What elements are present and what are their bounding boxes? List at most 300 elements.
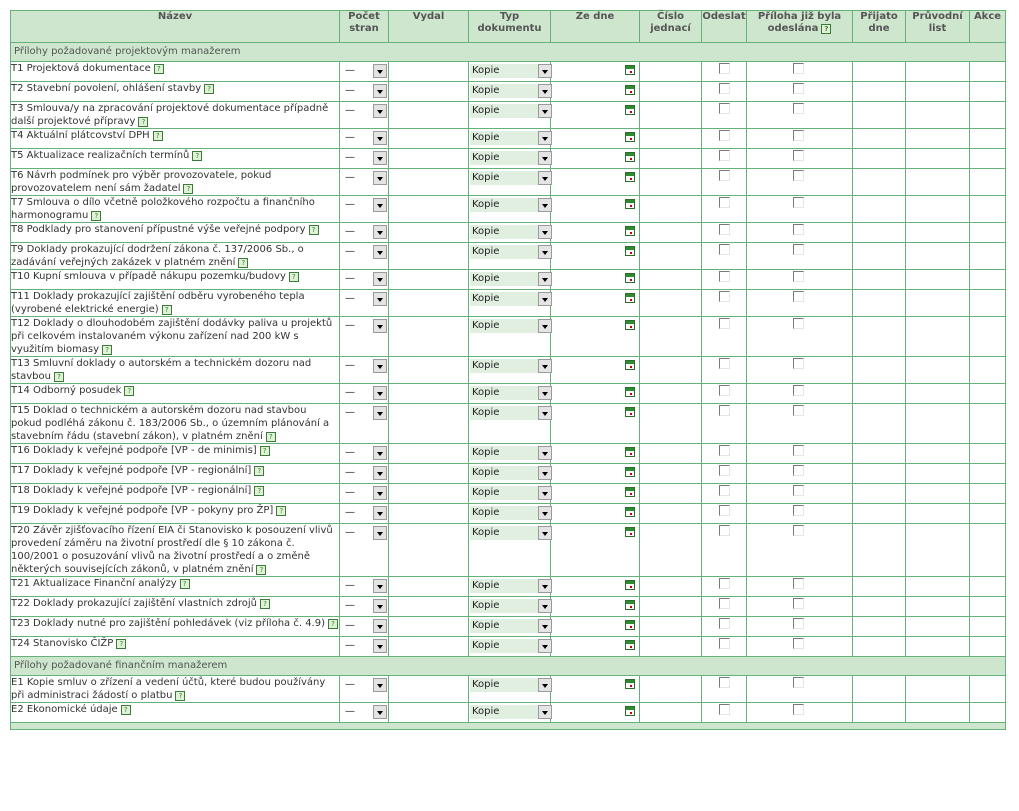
date-cell (551, 102, 640, 129)
issued-by-cell[interactable] (389, 149, 469, 169)
page-count-select[interactable] (343, 198, 387, 212)
calendar-icon[interactable] (625, 580, 635, 590)
already-sent-checkbox[interactable] (793, 271, 804, 282)
ref-number-cell[interactable] (640, 129, 702, 149)
chevron-down-icon[interactable] (373, 104, 387, 118)
chevron-down-icon[interactable] (538, 406, 552, 420)
doc-type-select[interactable] (470, 579, 552, 593)
ref-number-cell[interactable] (640, 504, 702, 524)
help-icon[interactable]: ? (260, 599, 270, 609)
chevron-down-icon[interactable] (373, 171, 387, 185)
page-count-cell (340, 243, 389, 270)
chevron-down-icon[interactable] (538, 619, 552, 633)
chevron-down-icon[interactable] (538, 466, 552, 480)
ref-number-cell[interactable] (640, 577, 702, 597)
page-count-select[interactable] (343, 104, 387, 118)
ref-number-cell[interactable] (640, 676, 702, 703)
calendar-icon[interactable] (625, 105, 635, 115)
page-count-select[interactable] (343, 446, 387, 460)
page-count-select[interactable] (343, 678, 387, 692)
already-sent-checkbox[interactable] (793, 405, 804, 416)
ref-number-cell[interactable] (640, 637, 702, 657)
help-icon[interactable]: ? (175, 691, 185, 701)
help-icon[interactable]: ? (180, 579, 190, 589)
send-checkbox[interactable] (719, 485, 730, 496)
calendar-icon[interactable] (625, 387, 635, 397)
table-row (11, 102, 1006, 129)
doc-type-select[interactable] (470, 386, 552, 400)
help-icon[interactable]: ? (192, 151, 202, 161)
doc-type-value: Kopie (472, 293, 500, 304)
chevron-down-icon[interactable] (373, 131, 387, 145)
help-icon[interactable]: ? (138, 117, 148, 127)
help-icon[interactable]: ? (289, 272, 299, 282)
help-icon[interactable]: ? (102, 345, 112, 355)
doc-type-select[interactable] (470, 466, 552, 480)
calendar-icon[interactable] (625, 640, 635, 650)
ref-number-cell[interactable] (640, 169, 702, 196)
cover-letter-cell (906, 597, 970, 617)
issued-by-cell[interactable] (389, 196, 469, 223)
help-icon[interactable]: ? (183, 184, 193, 194)
issued-by-cell[interactable] (389, 62, 469, 82)
ref-number-cell[interactable] (640, 82, 702, 102)
doc-type-select[interactable] (470, 198, 552, 212)
page-count-select[interactable] (343, 171, 387, 185)
doc-type-select[interactable] (470, 131, 552, 145)
chevron-down-icon[interactable] (373, 619, 387, 633)
chevron-down-icon[interactable] (373, 506, 387, 520)
send-cell (702, 504, 747, 524)
chevron-down-icon[interactable] (373, 292, 387, 306)
chevron-down-icon[interactable] (373, 198, 387, 212)
ref-number-cell[interactable] (640, 703, 702, 723)
send-checkbox[interactable] (719, 505, 730, 516)
page-count-select[interactable] (343, 131, 387, 145)
calendar-icon[interactable] (625, 293, 635, 303)
chevron-down-icon[interactable] (373, 599, 387, 613)
calendar-icon[interactable] (625, 132, 635, 142)
calendar-icon[interactable] (625, 527, 635, 537)
send-checkbox[interactable] (719, 103, 730, 114)
chevron-down-icon[interactable] (373, 225, 387, 239)
already-sent-checkbox[interactable] (793, 197, 804, 208)
doc-type-cell (469, 82, 551, 102)
doc-type-select[interactable] (470, 272, 552, 286)
issued-by-cell[interactable] (389, 102, 469, 129)
chevron-down-icon[interactable] (373, 84, 387, 98)
header-row (11, 11, 1006, 43)
already-sent-checkbox[interactable] (793, 130, 804, 141)
send-checkbox[interactable] (719, 130, 730, 141)
doc-type-select[interactable] (470, 678, 552, 692)
page-count-select[interactable] (343, 319, 387, 333)
send-checkbox[interactable] (719, 578, 730, 589)
issued-by-cell[interactable] (389, 484, 469, 504)
already-sent-checkbox[interactable] (793, 318, 804, 329)
page-count-select[interactable] (343, 506, 387, 520)
doc-type-value: Kopie (472, 447, 500, 458)
send-checkbox[interactable] (719, 244, 730, 255)
col-ze-dne: Ze dne (551, 11, 640, 43)
ref-number-cell[interactable] (640, 102, 702, 129)
page-count-select[interactable] (343, 151, 387, 165)
page-count-select[interactable] (343, 466, 387, 480)
already-sent-checkbox[interactable] (793, 638, 804, 649)
page-count-select[interactable] (343, 579, 387, 593)
doc-type-select[interactable] (470, 319, 552, 333)
chevron-down-icon[interactable] (538, 272, 552, 286)
chevron-down-icon[interactable] (373, 446, 387, 460)
already-sent-checkbox[interactable] (793, 485, 804, 496)
chevron-down-icon[interactable] (538, 225, 552, 239)
doc-type-select[interactable] (470, 446, 552, 460)
help-icon[interactable]: ? (153, 131, 163, 141)
send-checkbox[interactable] (719, 445, 730, 456)
chevron-down-icon[interactable] (538, 639, 552, 653)
help-icon[interactable]: ? (116, 639, 126, 649)
send-checkbox[interactable] (719, 465, 730, 476)
already-sent-checkbox[interactable] (793, 244, 804, 255)
already-sent-checkbox[interactable] (793, 704, 804, 715)
page-count-select[interactable] (343, 639, 387, 653)
issued-by-cell[interactable] (389, 524, 469, 577)
ref-number-cell[interactable] (640, 196, 702, 223)
page-count-select[interactable] (343, 705, 387, 719)
page-count-select[interactable] (343, 64, 387, 78)
send-checkbox[interactable] (719, 598, 730, 609)
chevron-down-icon[interactable] (373, 705, 387, 719)
issued-by-cell[interactable] (389, 223, 469, 243)
already-sent-checkbox[interactable] (793, 83, 804, 94)
already-sent-checkbox[interactable] (793, 224, 804, 235)
chevron-down-icon[interactable] (538, 292, 552, 306)
chevron-down-icon[interactable] (373, 639, 387, 653)
calendar-icon[interactable] (625, 246, 635, 256)
page-count-select[interactable] (343, 292, 387, 306)
chevron-down-icon[interactable] (538, 506, 552, 520)
chevron-down-icon[interactable] (373, 526, 387, 540)
chevron-down-icon[interactable] (538, 446, 552, 460)
doc-type-select[interactable] (470, 225, 552, 239)
calendar-icon[interactable] (625, 679, 635, 689)
help-icon[interactable]: ? (121, 705, 131, 715)
already-sent-checkbox[interactable] (793, 63, 804, 74)
issued-by-cell[interactable] (389, 357, 469, 384)
chevron-down-icon[interactable] (373, 319, 387, 333)
calendar-icon[interactable] (625, 199, 635, 209)
page-count-cell (340, 404, 389, 444)
chevron-down-icon[interactable] (538, 245, 552, 259)
help-icon[interactable]: ? (154, 64, 164, 74)
send-checkbox[interactable] (719, 197, 730, 208)
calendar-icon[interactable] (625, 447, 635, 457)
help-icon[interactable]: ? (124, 386, 134, 396)
table-row (11, 597, 1006, 617)
calendar-icon[interactable] (625, 706, 635, 716)
send-checkbox[interactable] (719, 385, 730, 396)
help-icon[interactable]: ? (256, 565, 266, 575)
ref-number-cell[interactable] (640, 243, 702, 270)
help-icon[interactable]: ? (204, 84, 214, 94)
ref-number-cell[interactable] (640, 317, 702, 357)
received-date-cell (853, 384, 906, 404)
page-count-select[interactable] (343, 359, 387, 373)
attachment-name (11, 149, 340, 169)
help-icon[interactable]: ? (91, 211, 101, 221)
doc-type-select[interactable] (470, 64, 552, 78)
doc-type-select[interactable] (470, 639, 552, 653)
cover-letter-cell (906, 317, 970, 357)
doc-type-select[interactable] (470, 526, 552, 540)
doc-type-select[interactable] (470, 406, 552, 420)
calendar-icon[interactable] (625, 507, 635, 517)
already-sent-checkbox[interactable] (793, 578, 804, 589)
ref-number-cell[interactable] (640, 597, 702, 617)
send-checkbox[interactable] (719, 318, 730, 329)
chevron-down-icon[interactable] (538, 198, 552, 212)
chevron-down-icon[interactable] (538, 84, 552, 98)
attachment-label: T8 Podklady pro stanovení přípustné výše veřejné podpory (11, 224, 306, 235)
doc-type-select[interactable] (470, 151, 552, 165)
calendar-icon[interactable] (625, 85, 635, 95)
issued-by-cell[interactable] (389, 290, 469, 317)
issued-by-cell[interactable] (389, 129, 469, 149)
chevron-down-icon[interactable] (538, 319, 552, 333)
issued-by-cell[interactable] (389, 617, 469, 637)
issued-by-cell[interactable] (389, 317, 469, 357)
calendar-icon[interactable] (625, 152, 635, 162)
already-sent-checkbox[interactable] (793, 618, 804, 629)
ref-number-cell[interactable] (640, 384, 702, 404)
send-checkbox[interactable] (719, 358, 730, 369)
already-sent-cell (747, 504, 853, 524)
chevron-down-icon[interactable] (373, 486, 387, 500)
calendar-icon[interactable] (625, 600, 635, 610)
send-checkbox[interactable] (719, 63, 730, 74)
issued-by-cell[interactable] (389, 703, 469, 723)
ref-number-cell[interactable] (640, 223, 702, 243)
issued-by-cell[interactable] (389, 504, 469, 524)
help-icon[interactable]: ? (260, 446, 270, 456)
send-checkbox[interactable] (719, 677, 730, 688)
page-count-select[interactable] (343, 526, 387, 540)
doc-type-select[interactable] (470, 486, 552, 500)
page-count-select[interactable] (343, 245, 387, 259)
calendar-icon[interactable] (625, 487, 635, 497)
chevron-down-icon[interactable] (373, 678, 387, 692)
page-count-select[interactable] (343, 486, 387, 500)
send-cell (702, 270, 747, 290)
table-row (11, 444, 1006, 464)
doc-type-select[interactable] (470, 599, 552, 613)
send-checkbox[interactable] (719, 638, 730, 649)
help-icon[interactable]: ? (54, 372, 64, 382)
send-checkbox[interactable] (719, 170, 730, 181)
doc-type-cell (469, 270, 551, 290)
already-sent-checkbox[interactable] (793, 291, 804, 302)
page-count-value: — (345, 679, 355, 690)
chevron-down-icon[interactable] (538, 579, 552, 593)
send-checkbox[interactable] (719, 291, 730, 302)
already-sent-checkbox[interactable] (793, 598, 804, 609)
calendar-icon[interactable] (625, 620, 635, 630)
chevron-down-icon[interactable] (538, 526, 552, 540)
help-icon[interactable]: ? (254, 466, 264, 476)
attachment-label: T24 Stanovisko ČIŽP (11, 638, 114, 649)
calendar-icon[interactable] (625, 226, 635, 236)
already-sent-checkbox[interactable] (793, 677, 804, 688)
issued-by-cell[interactable] (389, 464, 469, 484)
chevron-down-icon[interactable] (538, 151, 552, 165)
send-cell (702, 223, 747, 243)
chevron-down-icon[interactable] (538, 359, 552, 373)
issued-by-cell[interactable] (389, 597, 469, 617)
doc-type-cell (469, 404, 551, 444)
calendar-icon[interactable] (625, 407, 635, 417)
help-icon[interactable]: ? (309, 225, 319, 235)
page-count-select[interactable] (343, 406, 387, 420)
calendar-icon[interactable] (625, 172, 635, 182)
chevron-down-icon[interactable] (373, 406, 387, 420)
help-icon[interactable]: ? (238, 258, 248, 268)
ref-number-cell[interactable] (640, 404, 702, 444)
chevron-down-icon[interactable] (373, 151, 387, 165)
issued-by-cell[interactable] (389, 82, 469, 102)
already-sent-checkbox[interactable] (793, 150, 804, 161)
issued-by-cell[interactable] (389, 444, 469, 464)
chevron-down-icon[interactable] (538, 599, 552, 613)
help-icon[interactable]: ? (821, 24, 831, 34)
col-cislo-jednaci: Číslo jednací (640, 11, 702, 43)
page-count-select[interactable] (343, 599, 387, 613)
doc-type-select[interactable] (470, 359, 552, 373)
chevron-down-icon[interactable] (373, 64, 387, 78)
date-cell (551, 357, 640, 384)
already-sent-checkbox[interactable] (793, 103, 804, 114)
doc-type-select[interactable] (470, 506, 552, 520)
doc-type-select[interactable] (470, 84, 552, 98)
issued-by-cell[interactable] (389, 169, 469, 196)
already-sent-checkbox[interactable] (793, 465, 804, 476)
date-cell (551, 317, 640, 357)
calendar-icon[interactable] (625, 360, 635, 370)
send-checkbox[interactable] (719, 271, 730, 282)
issued-by-cell[interactable] (389, 637, 469, 657)
help-icon[interactable]: ? (328, 619, 338, 629)
chevron-down-icon[interactable] (373, 272, 387, 286)
send-checkbox[interactable] (719, 150, 730, 161)
send-checkbox[interactable] (719, 405, 730, 416)
doc-type-select[interactable] (470, 705, 552, 719)
issued-by-cell[interactable] (389, 384, 469, 404)
send-checkbox[interactable] (719, 525, 730, 536)
chevron-down-icon[interactable] (373, 579, 387, 593)
doc-type-value: Kopie (472, 640, 500, 651)
page-count-cell (340, 290, 389, 317)
doc-type-value: Kopie (472, 105, 500, 116)
page-count-select[interactable] (343, 619, 387, 633)
page-count-select[interactable] (343, 272, 387, 286)
ref-number-cell[interactable] (640, 62, 702, 82)
chevron-down-icon[interactable] (538, 104, 552, 118)
page-count-select[interactable] (343, 386, 387, 400)
chevron-down-icon[interactable] (538, 171, 552, 185)
ref-number-cell[interactable] (640, 149, 702, 169)
help-icon[interactable]: ? (254, 486, 264, 496)
doc-type-select[interactable] (470, 104, 552, 118)
issued-by-cell[interactable] (389, 243, 469, 270)
send-checkbox[interactable] (719, 618, 730, 629)
calendar-icon[interactable] (625, 467, 635, 477)
issued-by-cell[interactable] (389, 676, 469, 703)
chevron-down-icon[interactable] (373, 386, 387, 400)
already-sent-checkbox[interactable] (793, 525, 804, 536)
doc-type-select[interactable] (470, 619, 552, 633)
doc-type-cell (469, 149, 551, 169)
doc-type-select[interactable] (470, 245, 552, 259)
send-checkbox[interactable] (719, 224, 730, 235)
ref-number-cell[interactable] (640, 484, 702, 504)
ref-number-cell[interactable] (640, 290, 702, 317)
issued-by-cell[interactable] (389, 270, 469, 290)
issued-by-cell[interactable] (389, 404, 469, 444)
help-icon[interactable]: ? (162, 305, 172, 315)
send-cell (702, 102, 747, 129)
page-count-select[interactable] (343, 225, 387, 239)
page-count-select[interactable] (343, 84, 387, 98)
ref-number-cell[interactable] (640, 524, 702, 577)
actions-cell (970, 102, 1006, 129)
already-sent-checkbox[interactable] (793, 505, 804, 516)
chevron-down-icon[interactable] (373, 359, 387, 373)
calendar-icon[interactable] (625, 65, 635, 75)
already-sent-cell (747, 223, 853, 243)
cover-letter-cell (906, 617, 970, 637)
page-count-cell (340, 703, 389, 723)
help-icon[interactable]: ? (276, 506, 286, 516)
already-sent-checkbox[interactable] (793, 358, 804, 369)
doc-type-select[interactable] (470, 171, 552, 185)
cover-letter-cell (906, 62, 970, 82)
chevron-down-icon[interactable] (373, 466, 387, 480)
calendar-icon[interactable] (625, 320, 635, 330)
chevron-down-icon[interactable] (538, 486, 552, 500)
ref-number-cell[interactable] (640, 464, 702, 484)
send-checkbox[interactable] (719, 83, 730, 94)
ref-number-cell[interactable] (640, 617, 702, 637)
issued-by-cell[interactable] (389, 577, 469, 597)
calendar-icon[interactable] (625, 273, 635, 283)
already-sent-checkbox[interactable] (793, 170, 804, 181)
chevron-down-icon[interactable] (538, 678, 552, 692)
chevron-down-icon[interactable] (538, 131, 552, 145)
chevron-down-icon[interactable] (538, 386, 552, 400)
doc-type-select[interactable] (470, 292, 552, 306)
chevron-down-icon[interactable] (373, 245, 387, 259)
help-icon[interactable]: ? (266, 432, 276, 442)
ref-number-cell[interactable] (640, 357, 702, 384)
ref-number-cell[interactable] (640, 270, 702, 290)
already-sent-checkbox[interactable] (793, 445, 804, 456)
already-sent-checkbox[interactable] (793, 385, 804, 396)
send-checkbox[interactable] (719, 704, 730, 715)
table-row (11, 196, 1006, 223)
chevron-down-icon[interactable] (538, 705, 552, 719)
chevron-down-icon[interactable] (538, 64, 552, 78)
ref-number-cell[interactable] (640, 444, 702, 464)
cover-letter-cell (906, 270, 970, 290)
